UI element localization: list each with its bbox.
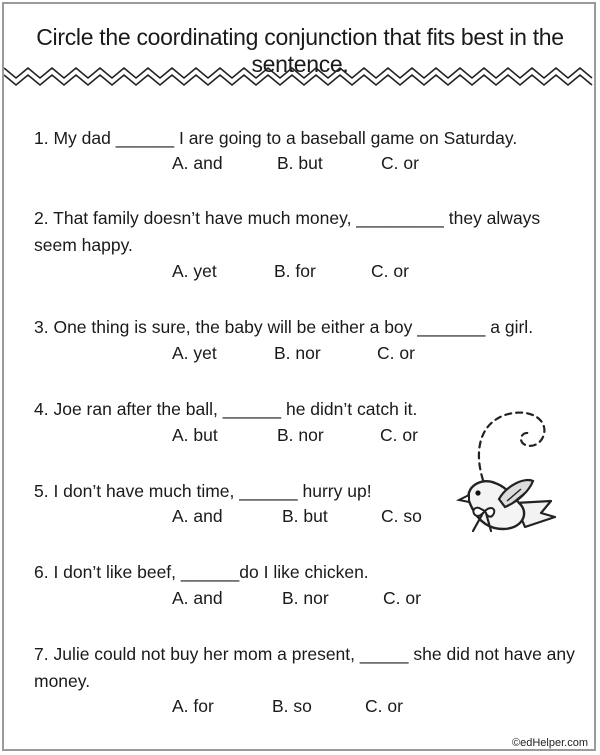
worksheet-title: Circle the coordinating conjunction that fits best in the sentence. xyxy=(36,24,564,77)
copyright-credit: ©edHelper.com xyxy=(512,737,588,749)
option-c[interactable]: C. or xyxy=(371,261,409,281)
question-2: 2. That family doesn’t have much money, _________ they always seem happy. xyxy=(34,208,541,255)
option-c[interactable]: C. or xyxy=(380,425,418,445)
question-4: 4. Joe ran after the ball, ______ he didn’t catch it. xyxy=(34,399,418,419)
zigzag-divider xyxy=(4,66,596,88)
bird-illustration xyxy=(455,405,565,565)
option-a[interactable]: A. but xyxy=(172,425,218,445)
option-a[interactable]: A. and xyxy=(172,153,223,173)
question-1: 1. My dad ______ I are going to a baseball game on Saturday. xyxy=(34,128,518,148)
option-b[interactable]: B. nor xyxy=(277,425,324,445)
option-c[interactable]: C. or xyxy=(377,343,415,363)
worksheet-border xyxy=(2,2,596,751)
option-b[interactable]: B. for xyxy=(274,261,316,281)
option-a[interactable]: A. for xyxy=(172,696,214,716)
option-b[interactable]: B. but xyxy=(277,153,323,173)
option-b[interactable]: B. so xyxy=(272,696,312,716)
option-b[interactable]: B. but xyxy=(282,506,328,526)
option-a[interactable]: A. and xyxy=(172,506,223,526)
option-c[interactable]: C. so xyxy=(381,506,422,526)
option-c[interactable]: C. or xyxy=(383,588,421,608)
question-6: 6. I don’t like beef, ______do I like chicken. xyxy=(34,562,369,582)
option-c[interactable]: C. or xyxy=(365,696,403,716)
question-7: 7. Julie could not buy her mom a present, _____ she did not have any money. xyxy=(34,644,575,691)
option-a[interactable]: A. yet xyxy=(172,261,217,281)
option-a[interactable]: A. yet xyxy=(172,343,217,363)
option-b[interactable]: B. nor xyxy=(282,588,329,608)
question-3: 3. One thing is sure, the baby will be either a boy _______ a girl. xyxy=(34,317,534,337)
option-a[interactable]: A. and xyxy=(172,588,223,608)
option-b[interactable]: B. nor xyxy=(274,343,321,363)
question-5: 5. I don’t have much time, ______ hurry up! xyxy=(34,481,372,501)
option-c[interactable]: C. or xyxy=(381,153,419,173)
